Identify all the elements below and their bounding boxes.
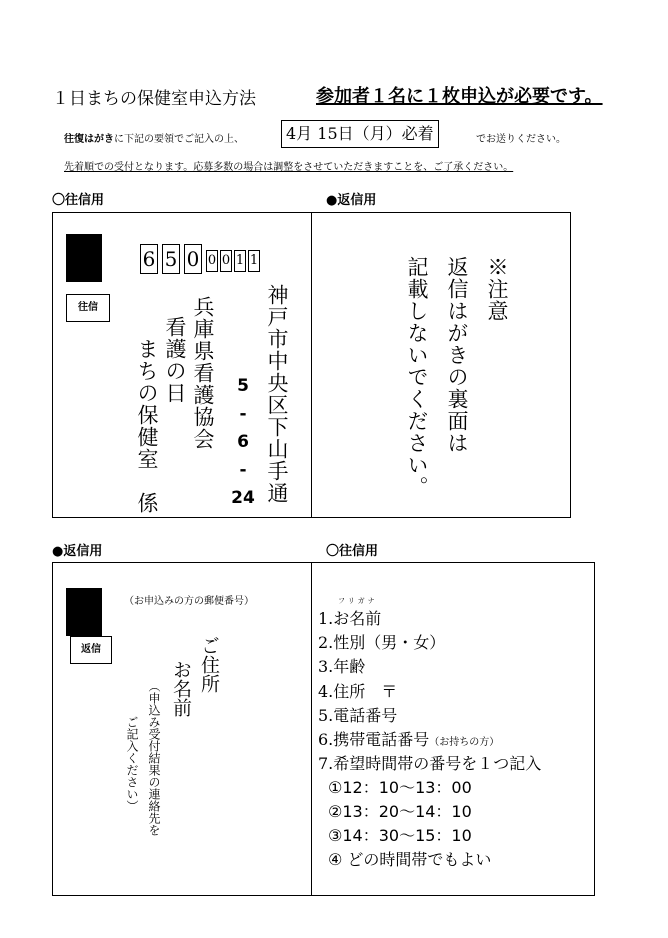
form-item-age: 3.年齢: [318, 657, 366, 676]
section-reply-top: ●返信用: [326, 193, 377, 208]
instruction-bold: 往復はがき: [64, 134, 114, 145]
address-number-part: 5: [237, 376, 249, 396]
instruction-text: に下記の要領でご記入の上、: [114, 134, 244, 145]
title-emphasis: 参加者１名に１枚申込が必要です。: [316, 86, 603, 107]
note-mark: ※注意: [485, 256, 509, 322]
contact-note-2: ご記入ください）: [125, 716, 139, 812]
section-outgoing-bottom: 〇往信用: [326, 544, 379, 559]
section-reply-bottom: ●返信用: [52, 544, 103, 559]
postal-code: [140, 244, 280, 274]
address-number-part: -: [239, 460, 247, 480]
postal-digit: 0: [220, 250, 232, 272]
recipient-name: まちの保健室 係: [135, 338, 159, 514]
page-title: １日まちの保健室申込方法: [52, 89, 256, 109]
time-slot: ②13：20～14：10: [328, 802, 472, 821]
instruction-tail: でお送りください。: [476, 134, 566, 145]
postal-digit: 5: [162, 244, 180, 274]
instruction-line-1: [64, 130, 244, 145]
address-number-part: -: [239, 404, 247, 424]
address-number-part: 24: [231, 488, 255, 508]
time-slot: ④ どの時間帯でもよい: [328, 850, 492, 869]
form-item-address: 4.住所 〒: [318, 682, 398, 701]
stamp-placeholder: [66, 588, 102, 636]
postal-hint: （お申込みの方の郵便番号）: [124, 596, 254, 607]
note-text-2: 記載しないでください。: [405, 256, 429, 498]
address-city: 神戸市中央区下山手通: [265, 284, 289, 504]
postal-digit: 0: [206, 250, 218, 272]
address-number: [228, 372, 258, 512]
form-item-name: 1.お名前: [318, 609, 382, 628]
form-item-mobile: [318, 727, 499, 750]
postal-digit: 6: [140, 244, 158, 274]
reply-note-card: [311, 212, 571, 518]
contact-note-1: （申込み受付結果の連絡先を: [147, 680, 161, 836]
note-text-1: 返信はがきの裏面は: [445, 256, 469, 454]
address-number-part: 6: [237, 432, 249, 452]
recipient-dept: 看護の日: [163, 316, 187, 404]
time-slot: ③14：30～15：10: [328, 826, 472, 845]
form-item-phone: 5.電話番号: [318, 706, 398, 725]
address-label: ご住所: [198, 636, 220, 693]
postal-digit: 1: [234, 250, 246, 272]
mobile-note: （お持ちの方）: [429, 737, 500, 748]
reply-tag: 返信: [70, 636, 112, 664]
form-item-gender: 2.性別（男・女）: [318, 633, 446, 652]
postal-digit: 0: [184, 244, 202, 274]
outgoing-tag: 往信: [66, 294, 110, 322]
section-outgoing-top: 〇往信用: [52, 193, 105, 208]
name-label: お名前: [170, 660, 192, 717]
time-slot: ①12：10～13：00: [328, 778, 472, 797]
deadline-box: 4月 15日（月）必着: [281, 120, 439, 148]
recipient-org: 兵庫県看護協会: [191, 296, 215, 450]
instruction-line-2: 先着順での受付となります。応募多数の場合は調整をさせていただきますことを、ご了承ください。: [64, 162, 514, 173]
form-item-mobile-label: 6.携帯電話番号: [318, 730, 430, 749]
form-item-time: 7.希望時間帯の番号を１つ記入: [318, 754, 542, 773]
stamp-placeholder: [66, 234, 102, 282]
furigana-label: フリガナ: [338, 597, 378, 605]
postal-digit: 1: [248, 250, 260, 272]
